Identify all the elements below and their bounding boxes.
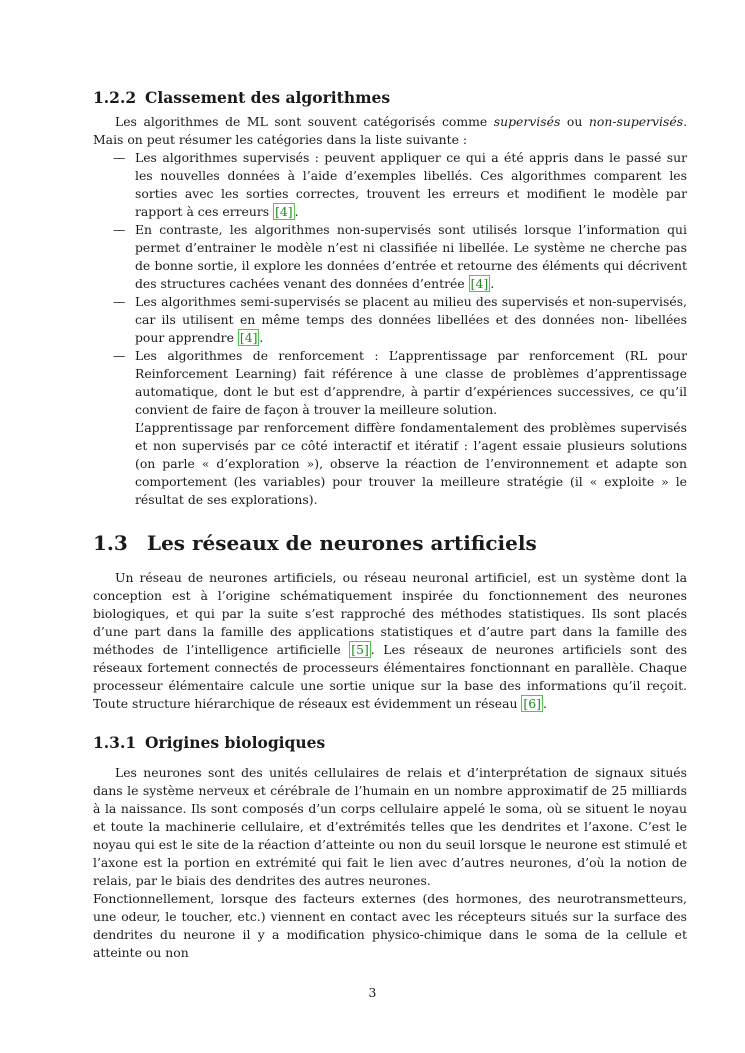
- item-end: .: [259, 330, 264, 345]
- list-item-supervised: [135, 149, 687, 221]
- section-number: 1.3: [93, 531, 128, 555]
- text-run: .: [542, 696, 547, 711]
- section-heading-1-3-1: [93, 733, 687, 752]
- intro-paragraph: [93, 113, 687, 149]
- list-item-semi-supervised: [135, 293, 687, 347]
- section-heading-1-2-2: [93, 88, 687, 107]
- section-number: 1.2.2: [93, 88, 137, 107]
- page-number: 3: [368, 985, 377, 1000]
- paragraph-functional: Fonctionnellement, lorsque des facteurs externes (des hormones, des neurotransmetteurs, une odeur, le toucher, etc.) viennent en contact avec les récepteurs situés sur la surface des dendrites du neurone il y a modification physico-chimique dans le soma de la cellule et atteinte ou non: [93, 891, 687, 960]
- citation-link[interactable]: [5]: [351, 642, 369, 657]
- text-run: ou: [560, 114, 589, 129]
- text-run: . Mais on peut résumer les catégories dans la liste suivante :: [93, 114, 688, 147]
- list-item-reinforcement: [135, 347, 687, 509]
- citation-link[interactable]: [4]: [275, 204, 293, 219]
- item-text: Les algorithmes semi-supervisés se placent au milieu des supervisés et non-supervisés, car ils utilisent en même temps des données libellées et des données non- libellées pour apprendre: [135, 294, 687, 345]
- item-text: En contraste, les algorithmes non-supervisés sont utilisés lorsque l’information qui permet d’entrainer le modèle n’est ni classifiée ni libellée. Le système ne cherche pas de bonne sortie, il explore les données d’entrée et retourne des éléments qui décrivent des structures cachées venant des données d’entrée: [135, 222, 687, 291]
- item-text: Les algorithmes de renforcement : L’apprentissage par renforcement (RL pour Reinforcement Learning) fait référence à une classe de problèmes d’apprentissage automatique, dont le but est d’apprendre, à partir d’expériences successives, ce qu’il convient de faire de façon à trouver la meilleure solution.: [135, 348, 687, 417]
- section-title: Classement des algorithmes: [145, 88, 391, 107]
- section-number: 1.3.1: [93, 733, 137, 752]
- item-end: .: [490, 276, 495, 291]
- paragraph-neural-networks: [93, 569, 687, 713]
- section-heading-1-3: [93, 531, 687, 555]
- text-run: Les algorithmes de ML sont souvent catégorisés comme: [115, 114, 494, 129]
- algorithm-category-list: [93, 149, 687, 509]
- citation-link[interactable]: [4]: [239, 330, 258, 345]
- list-item-unsupervised: [135, 221, 687, 293]
- paragraph-biological-origins: Les neurones sont des unités cellulaires de relais et d’interprétation de signaux situés dans le système nerveux et cérébrale de l’humain en un nombre approximatif de 25 milliards à la naissance. Ils sont composés d’un corps cellulaire appelé le soma, où se situent le noyau et toute la machinerie cellulaire, et d’extrémités telles que les dendrites et l’axone. C’est le noyau qui est le site de la réaction d’atteinte ou non du seuil lorsque le neurone est stimulé et l’axone est la portion en extrémité qui fait le lien avec d’autres neurones, d’où la notion de relais, par le biais des dendrites des autres neurones.: [93, 765, 687, 888]
- page-content: [93, 88, 687, 962]
- text-run: . Les réseaux de neurones artificiels sont des réseaux fortement connectés de processeurs élémentaires fonctionnant en parallèle. Chaque processeur élémentaire calcule une sortie unique sur la base des informations qu’il reçoit. Toute structure hiérarchique de réseaux est évidemment un réseau: [93, 642, 687, 711]
- emphasis-unsupervised: non-supervisés: [588, 114, 684, 129]
- emphasis-supervised: supervisés: [493, 114, 561, 129]
- item-end: .: [294, 204, 299, 219]
- section-title: Origines biologiques: [145, 733, 326, 752]
- citation-link[interactable]: [4]: [470, 276, 489, 291]
- item-text: Les algorithmes supervisés : peuvent appliquer ce qui a été appris dans le passé sur les nouvelles données à l’aide d’exemples libellés. Ces algorithmes comparent les sorties avec les sorties correctes, trouvent les erreurs et modifient le modèle par rapport à ces erreurs: [135, 150, 687, 219]
- section-title: Les réseaux de neurones artificiels: [147, 531, 537, 555]
- citation-link[interactable]: [6]: [523, 696, 541, 711]
- item-continuation: L’apprentissage par renforcement diffère fondamentalement des problèmes supervisés et non supervisés par ce côté interactif et itératif : l’agent essaie plusieurs solutions (on parle « d’exploration »), observe la réaction de l’environnement et adapte son comportement (les variables) pour trouver la meilleure stratégie (il « exploite » le résultat de ses explorations).: [135, 420, 687, 507]
- text-run: Un réseau de neurones artificiels, ou réseau neuronal artificiel, est un système dont la conception est à l’origine schématiquement inspirée du fonctionnement des neurones biologiques, et qui par la suite s’est rapproché des méthodes statistiques. Ils sont placés d’une part dans la famille des applications statistiques et d’autre part dans la famille des méthodes de l’intelligence artificielle: [93, 570, 687, 657]
